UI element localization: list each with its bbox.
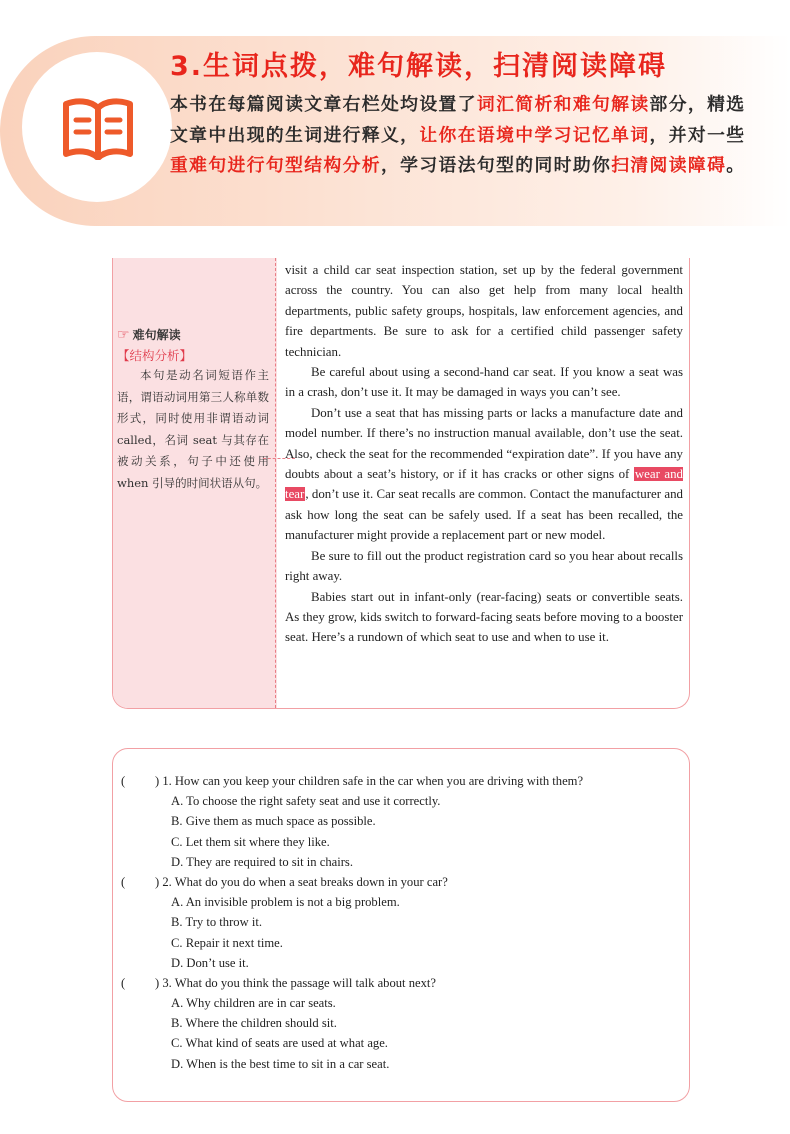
answer-option[interactable]: D. They are required to sit in chairs. — [171, 854, 353, 869]
body-text: ，并对一些 — [649, 124, 746, 146]
question-text: ) 1. How can you keep your children safe in the car when you are driving with them? — [155, 774, 584, 788]
header-body — [170, 90, 760, 182]
answer-option[interactable]: A. Why children are in car seats. — [171, 996, 336, 1011]
answer-option[interactable]: B. Give them as much space as possible. — [171, 814, 376, 829]
highlighted-phrase: wear and tear — [285, 467, 683, 502]
answer-option[interactable]: A. To choose the right safety seat and use it correctly. — [171, 794, 441, 809]
open-book-icon — [62, 96, 134, 160]
answer-option[interactable]: B. Try to throw it. — [171, 915, 262, 930]
answer-option[interactable]: D. Don’t use it. — [171, 955, 249, 970]
question-list — [121, 771, 681, 1074]
paragraph-text: , don’t use it. Car seat recalls are common. Contact the manufacturer and ask how long the seat can be safely used. If a seat has been recalled, the manufacturer might provide a replacement part or new model. — [285, 487, 683, 543]
answer-option[interactable]: C. Let them sit where they like. — [171, 834, 330, 849]
answer-option[interactable]: D. When is the best time to sit in a car seat. — [171, 1056, 390, 1071]
pointing-hand-icon: ☞ — [117, 327, 130, 343]
highlight-text: 扫清阅读障碍 — [611, 155, 727, 176]
body-text: 本书在每篇阅读文章右栏处均设置了 — [170, 94, 477, 115]
question-stem — [121, 771, 681, 791]
body-text: ，学习语法句型的同时助你 — [381, 155, 612, 176]
highlight-text: 重难句进行句型结构分析 — [170, 155, 381, 176]
note-heading-text: 难句解读 — [132, 328, 181, 342]
answer-blank[interactable]: ( — [121, 774, 126, 788]
answer-blank[interactable]: ( — [121, 975, 126, 990]
highlight-text: 词汇简析和难句解读 — [476, 94, 650, 115]
paragraph-text: Don’t use a seat that has missing parts or lacks a manufacture date and model number. If there’s no instruction manual available, don’t use the seat. Also, check the seat for the recommended “expiration date”. If you have any doubts about a seat’s history, or if it has cracks or other signs of — [285, 405, 683, 482]
paragraph: Be sure to fill out the product registration card so you hear about recalls right away. — [285, 548, 683, 584]
note-tag: 【结构分析】 — [117, 348, 193, 363]
answer-blank[interactable]: ( — [121, 874, 126, 889]
answer-option[interactable]: C. Repair it next time. — [171, 935, 283, 950]
paragraph — [285, 403, 683, 546]
body-text: 。 — [726, 155, 746, 176]
passage-text — [285, 260, 683, 648]
paragraph: Babies start out in infant-only (rear-facing) seats or convertible seats. As they grow, kids switch to forward-facing seats before moving to a booster seat. Here’s a rundown of which seat to use and when to use it. — [285, 589, 683, 645]
note-body: 本句是动名词短语作主语，谓语动词用第三人称单数形式，同时使用非谓语动词 called，名词 seat 与其存在被动关系，句子中还使用 when 引导的时间状语从句。 — [117, 368, 269, 490]
passage-panel — [112, 258, 690, 709]
answer-option[interactable]: C. What kind of seats are used at what age. — [171, 1036, 388, 1051]
question-text: ) 3. What do you think the passage will talk about next? — [155, 975, 436, 990]
answer-option[interactable]: B. Where the children should sit. — [171, 1016, 337, 1031]
question-stem — [121, 973, 681, 993]
answer-option[interactable]: A. An invisible problem is not a big problem. — [171, 895, 400, 910]
header-title: 3.生词点拨，难句解读，扫清阅读障碍 — [170, 51, 668, 82]
body-text: 部分，精选文章中出现的生词进行释义， — [170, 94, 746, 146]
question-stem — [121, 872, 681, 892]
highlight-text: 让你在语境中学习记忆单词 — [419, 124, 650, 146]
paragraph: visit a child car seat inspection station, set up by the federal government across the country. You can also get help from many local health departments, public safety groups, hospitals, law enforcement agencies, and fire departments. Be sure to ask for a certified child passenger safety technician. — [285, 263, 683, 359]
questions-panel — [112, 748, 690, 1102]
paragraph: Be careful about using a second-hand car seat. If you know a seat was in a crash, don’t use it. It may be damaged in ways you can’t see. — [285, 365, 683, 400]
note-heading — [117, 326, 181, 343]
question-text: ) 2. What do you do when a seat breaks down in your car? — [155, 874, 448, 889]
